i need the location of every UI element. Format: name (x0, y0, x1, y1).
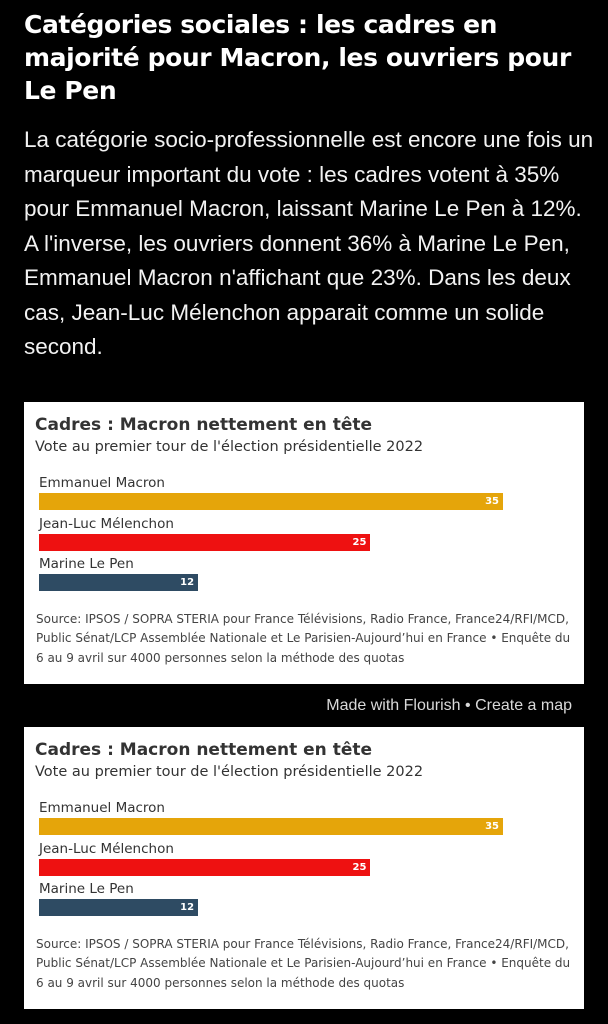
flourish-footer (326, 697, 572, 715)
bar[interactable] (39, 534, 370, 551)
bar-value-label: 35 (485, 821, 499, 832)
bar-track (39, 574, 549, 591)
bar-track (39, 818, 549, 835)
article-lead: La catégorie socio-professionnelle est encore une fois un marqueur important du vote : les cadres votent à 35% pour Emmanuel Macron, laissant Marine Le Pen à 12%. A l'inverse, les ouvriers donnent 36% à Marine Le Pen, Emmanuel Macron n'affichant que 23%. Dans les deux cas, Jean-Luc Mélenchon apparait comme un solide second. (24, 127, 594, 359)
bar-row (35, 800, 574, 841)
bar[interactable] (39, 859, 370, 876)
bar-row (35, 516, 574, 557)
chart-title: Cadres : Macron nettement en tête (35, 740, 373, 760)
bar-value-label: 12 (180, 577, 195, 588)
bar-track (39, 899, 549, 916)
create-map-link[interactable]: Create a map (475, 697, 572, 714)
bar-category-label: Marine Le Pen (39, 881, 134, 897)
bar-track (39, 534, 549, 551)
chart-source: Source: IPSOS / SOPRA STERIA pour France Télévisions, Radio France, France24/RFI/MCD, Public Sénat/LCP Assemblée Nationale et Le Parisien-Aujourd’hui en France • Enquête du 6 au 9 avril sur 4000 personnes selon la méthode des quotas (36, 936, 571, 990)
article (24, 8, 594, 365)
bar-chart (35, 800, 574, 922)
chart-title: Cadres : Macron nettement en tête (35, 415, 373, 435)
chart-card-1 (24, 402, 584, 684)
chart-source: Source: IPSOS / SOPRA STERIA pour France Télévisions, Radio France, France24/RFI/MCD, Public Sénat/LCP Assemblée Nationale et Le Parisien-Aujourd’hui en France • Enquête du 6 au 9 avril sur 4000 personnes selon la méthode des quotas (36, 611, 571, 665)
bar-row (35, 475, 574, 516)
bar-track (39, 859, 549, 876)
bar-row (35, 841, 574, 882)
bar[interactable] (39, 574, 198, 591)
chart-subtitle: Vote au premier tour de l'élection présidentielle 2022 (35, 764, 424, 780)
bar[interactable] (39, 899, 198, 916)
bar-category-label: Emmanuel Macron (39, 800, 165, 816)
chart-card-2 (24, 727, 584, 1009)
bar-category-label: Emmanuel Macron (39, 475, 165, 491)
chart-subtitle: Vote au premier tour de l'élection présidentielle 2022 (35, 439, 424, 455)
bar[interactable] (39, 818, 503, 835)
bar-value-label: 35 (485, 496, 499, 507)
bar[interactable] (39, 493, 503, 510)
made-with-flourish-link[interactable]: Made with Flourish (326, 697, 461, 714)
bar-track (39, 493, 549, 510)
bar-category-label: Marine Le Pen (39, 556, 134, 572)
bar-chart (35, 475, 574, 597)
bar-value-label: 25 (352, 861, 367, 873)
bar-category-label: Jean-Luc Mélenchon (39, 515, 174, 532)
bar-value-label: 12 (180, 902, 195, 913)
article-headline: Catégories sociales : les cadres en majorité pour Macron, les ouvriers pour Le Pen (24, 10, 571, 105)
footer-separator: • (465, 697, 471, 714)
bar-value-label: 25 (352, 536, 367, 548)
bar-category-label: Jean-Luc Mélenchon (39, 840, 174, 857)
bar-row (35, 881, 574, 922)
bar-row (35, 556, 574, 597)
